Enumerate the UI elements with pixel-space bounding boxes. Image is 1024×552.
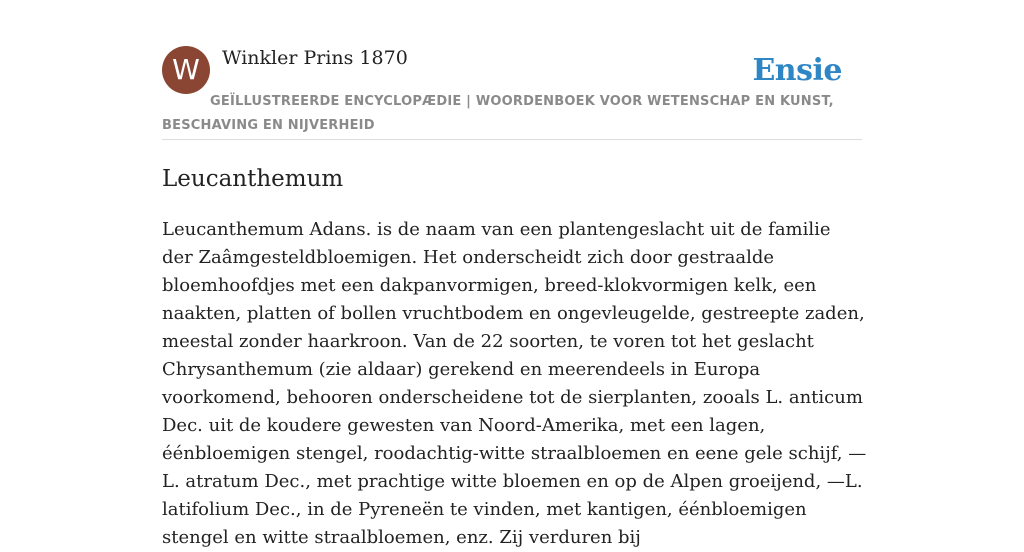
site-subtitle: GEÏLLUSTREERDE ENCYCLOPÆDIE | WOORDENBOEK VOOR WETENSCHAP EN KUNST, BESCHAVING EN NIJVERHEID [162, 94, 834, 133]
site-title-link[interactable]: Winkler Prins 1870 [222, 47, 408, 69]
brand-logo[interactable]: Ensie [752, 53, 842, 88]
article-body: Leucanthemum Adans. is de naam van een plantengeslacht uit de familie der Zaâmgesteldbloemigen. Het onderscheidt zich door gestraalde bloemhoofdjes met een dakpanvormigen, breed-klokvormigen kelk, een naakten, platten of bollen vruchtbodem en ongevleugelde, gestreepte zaden, meestal zonder haarkroon. Van de 22 soorten, te voren tot het geslacht Chrysanthemum (zie aldaar) gerekend en meerendeels in Europa voorkomend, behooren onderscheidene tot de sierplanten, zooals L. anticum Dec. uit de koudere gewesten van Noord-Amerika, met een lagen, éénbloemigen stengel, roodachtig-witte straalbloemen en eene gele schijf, — L. atratum Dec., met prachtige witte bloemen en op de Alpen groeijend, —L. latifolium Dec., in de Pyreneën te vinden, met kantigen, éénbloemigen stengel en witte straalbloemen, enz. Zij verduren bij [162, 219, 867, 548]
page-title: Leucanthemum [162, 166, 344, 192]
header-divider [162, 139, 862, 140]
avatar[interactable]: W [162, 46, 210, 94]
